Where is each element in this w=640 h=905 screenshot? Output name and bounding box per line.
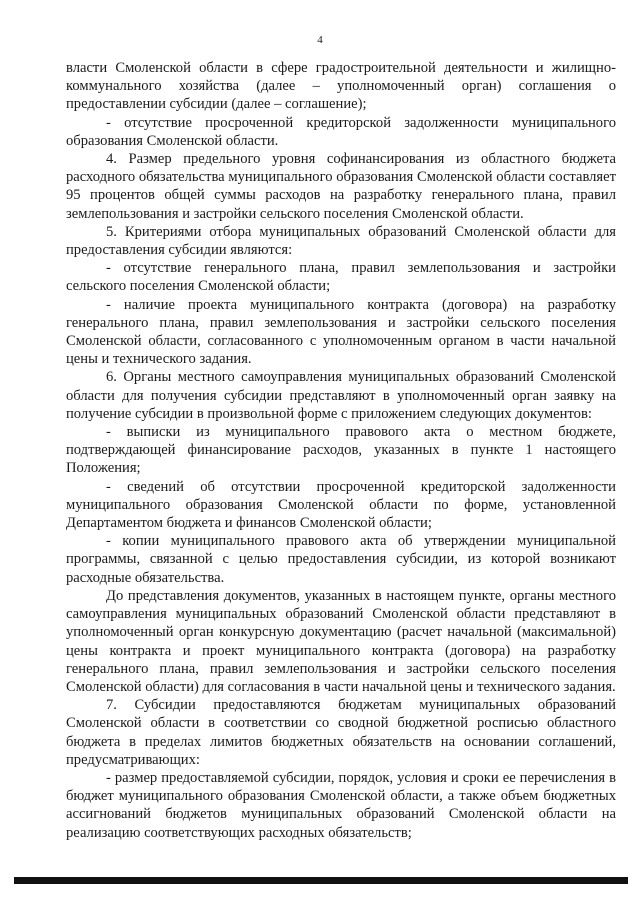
paragraph: - сведений об отсутствии просроченной кредиторской задолженности муниципального образования Смоленской области по форме, установленной Департаментом бюджета и финансов Смоленской области;: [66, 478, 616, 532]
bottom-scan-border: [14, 877, 628, 884]
paragraph: До представления документов, указанных в настоящем пункте, органы местного самоуправления муниципальных образований Смоленской области представляют в уполномоченный орган конкурсную документацию (расчет начальной (максимальной) цены контракта и проект муниципального контракта (договора) на разработку генерального плана, правил землепользования и застройки сельского поселения Смоленской области) для согласования в части начальной цены и технического задания.: [66, 587, 616, 695]
paragraph: - отсутствие просроченной кредиторской задолженности муниципального образования Смоленской области.: [66, 114, 616, 149]
paragraph: - выписки из муниципального правового акта о местном бюджете, подтверждающей финансирование расходов, указанных в пункте 1 настоящего Положения;: [66, 424, 616, 477]
paragraph: - копии муниципального правового акта об утверждении муниципальной программы, связанной с целью предоставления субсидии, из которой возникают расходные обязательства.: [66, 533, 616, 586]
document-body: [66, 59, 616, 842]
paragraph: власти Смоленской области в сфере градостроительной деятельности и жилищно-коммунального хозяйства (далее – уполномоченный орган) соглашения о предоставлении субсидии (далее – соглашение);: [66, 60, 616, 113]
paragraph: - размер предоставляемой субсидии, порядок, условия и сроки ее перечисления в бюджет муниципального образования Смоленской области, а также объем бюджетных ассигнований бюджетов муниципальных образований Смоленской области на реализацию соответствующих расходных обязательств;: [66, 769, 616, 841]
paragraph: 5. Критериями отбора муниципальных образований Смоленской области для предоставления субсидии являются:: [66, 223, 616, 259]
paragraph: 4. Размер предельного уровня софинансирования из областного бюджета расходного обязательства муниципального образования Смоленской области составляет 95 процентов общей суммы расходов на разработку генерального плана, правил землепользования и застройки сельского поселения Смоленской области.: [66, 151, 616, 222]
paragraph: 6. Органы местного самоуправления муниципальных образований Смоленской области для получения субсидии представляют в уполномоченный орган заявку на получение субсидии в произвольной форме с приложением следующих документов:: [66, 369, 616, 422]
page-number: 4: [317, 34, 323, 46]
paragraph: 7. Субсидии предоставляются бюджетам муниципальных образований Смоленской области в соответствии со сводной бюджетной росписью областного бюджета в пределах лимитов бюджетных обязательств на основании соглашений, предусматривающих:: [66, 697, 616, 768]
paragraph: - наличие проекта муниципального контракта (договора) на разработку генерального плана, правил землепользования и застройки сельского поселения Смоленской области, согласованного с уполномоченным органом в части начальной цены и технического задания.: [66, 296, 616, 368]
paragraph: - отсутствие генерального плана, правил землепользования и застройки сельского поселения Смоленской области;: [66, 260, 616, 295]
